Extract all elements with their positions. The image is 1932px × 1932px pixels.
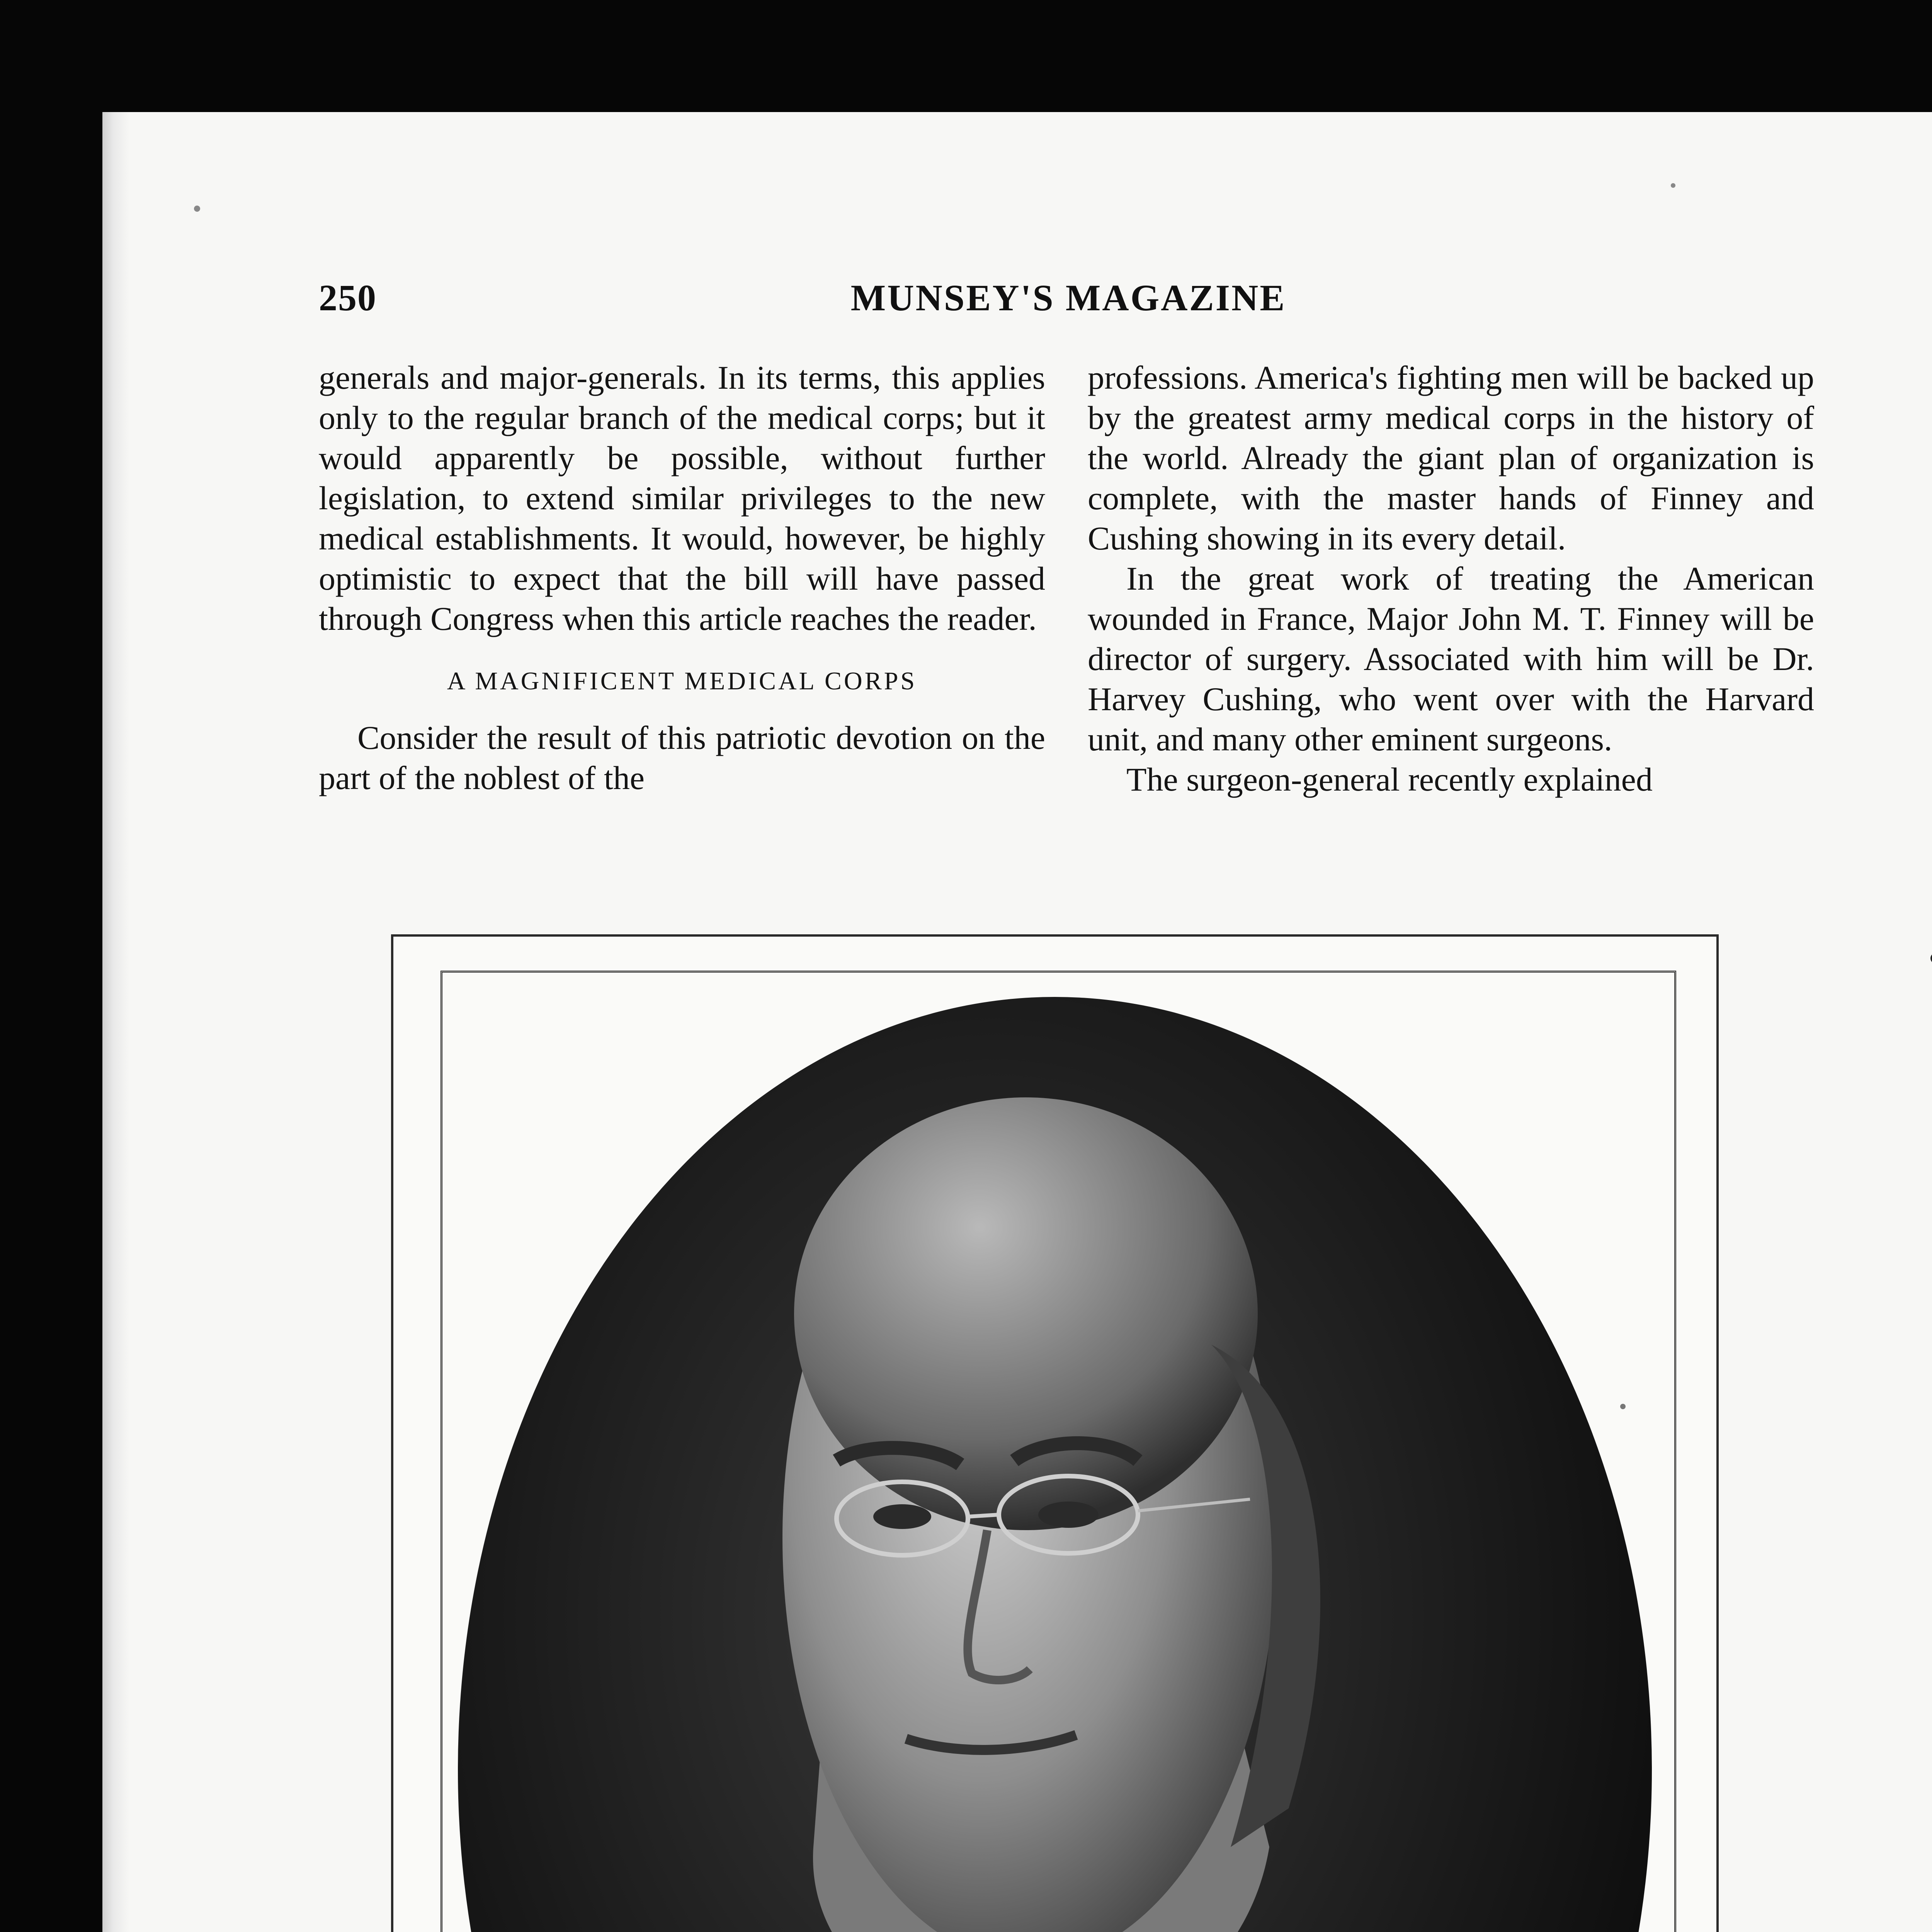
paragraph: professions. America's fighting men will be backed up by the greatest army medical corps in the history of the world. Already the giant plan of organization is complete, with the master hands of Finney and Cushing showing in its every detail. [1088,359,1814,557]
paragraph: The surgeon-general recently explained [1126,761,1653,798]
paragraph: Consider the result of this patriotic devotion on the part of the noblest of the [319,719,1045,796]
page-number: 250 [319,277,377,318]
magazine-title: MUNSEY'S MAGAZINE [850,277,1286,318]
paragraph: In the great work of treating the American wounded in France, Major John M. T. Finney will be director of surgery. Associated with him will be Dr. Harvey Cushing, who went over with the Harvard unit, and many other eminent surgeons. [1088,560,1814,758]
section-heading: A MAGNIFICENT MEDICAL CORPS [447,667,917,695]
paragraph: generals and major-generals. In its terms, this applies only to the regular branch of the medical corps; but it would apparently be possible, without further legislation, to extend similar privileges to the new medical establishments. It would, however, be highly optimistic to expect that the bill will have passed through Congress when this article reaches the reader. [319,359,1045,637]
